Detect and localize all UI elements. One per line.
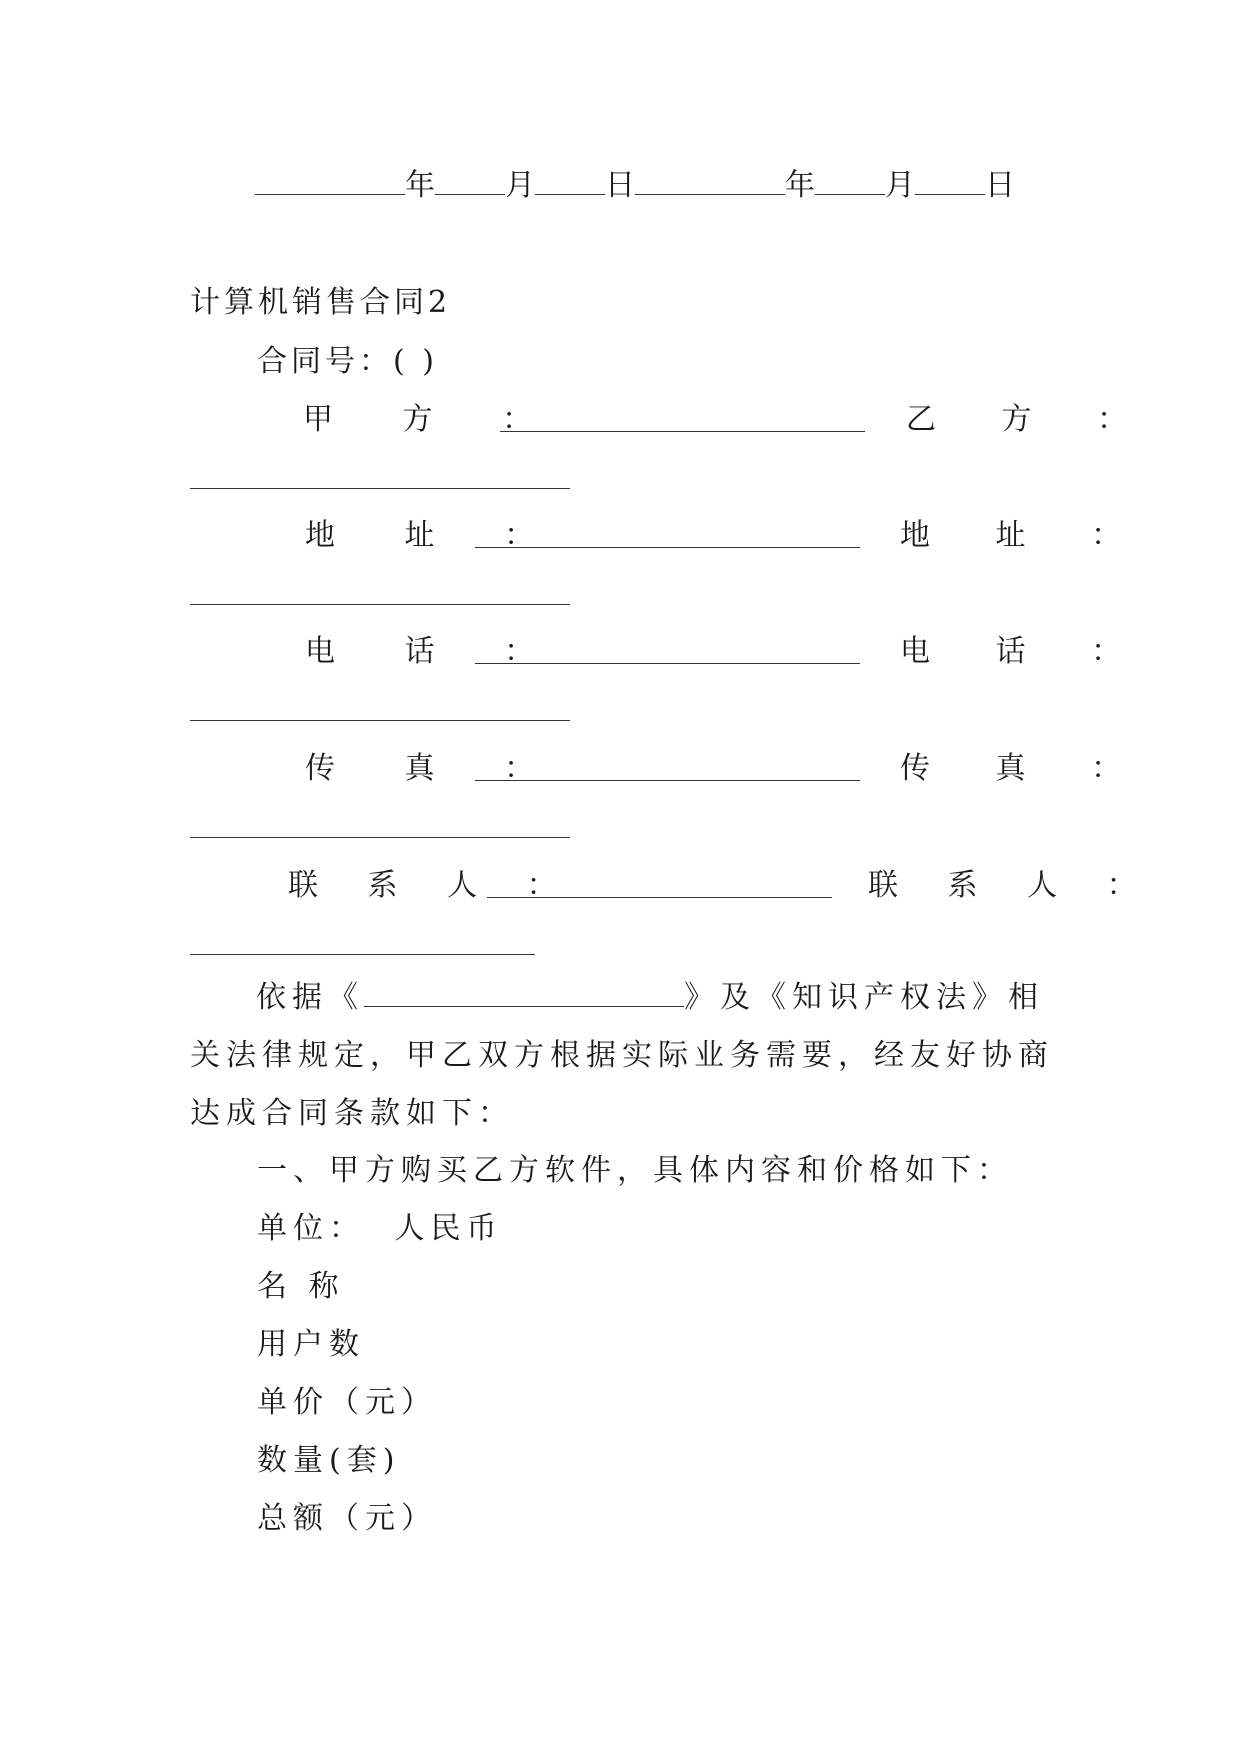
contact-b-label: 联 系 人 ：	[868, 868, 1157, 903]
item-total: 总额（元）	[257, 1501, 437, 1536]
year-label-2: 年	[785, 168, 815, 203]
unit-row	[257, 1209, 503, 1249]
phone-b-label: 电 话 ：	[900, 634, 1150, 669]
month-label-1: 月	[505, 168, 535, 203]
party-b-label: 乙 方 ：	[906, 402, 1156, 437]
address-a-label: 地 址 ：	[305, 518, 565, 553]
month-label-2: 月	[885, 168, 915, 203]
item-quantity: 数量(套)	[257, 1443, 401, 1478]
unit-value: 人民币	[394, 1211, 503, 1246]
basis-suffix: 》及《知识产权法》相关法律规定，甲乙双方根据实际业务需要，经友好协商达成合同条款如下：	[190, 980, 1054, 1131]
contract-number: 合同号：( )	[257, 344, 438, 379]
fax-a-label: 传 真 ：	[305, 751, 565, 786]
phone-a-input[interactable]	[475, 663, 860, 664]
year-label-1: 年	[405, 168, 435, 203]
year-blank-1[interactable]	[255, 168, 405, 195]
address-b-label: 地 址 ：	[900, 518, 1150, 553]
month-blank-1[interactable]	[435, 168, 505, 195]
item-name: 名 称	[257, 1269, 345, 1304]
unit-label: 单位：	[257, 1211, 365, 1246]
day-blank-1[interactable]	[535, 168, 605, 195]
party-a-input[interactable]	[500, 431, 865, 432]
party-b-input[interactable]	[190, 488, 570, 489]
basis-prefix: 依据《	[256, 980, 364, 1015]
day-label-2: 日	[985, 168, 1015, 203]
basis-paragraph	[190, 969, 1060, 1143]
fax-a-input[interactable]	[475, 780, 860, 781]
fax-b-label: 传 真 ：	[900, 751, 1150, 786]
day-label-1: 日	[605, 168, 635, 203]
contact-a-input[interactable]	[487, 897, 832, 898]
phone-b-input[interactable]	[190, 720, 570, 721]
day-blank-2[interactable]	[915, 168, 985, 195]
fax-b-input[interactable]	[190, 837, 570, 838]
law-name-blank[interactable]	[364, 980, 684, 1007]
party-a-label: 甲 方 ：	[303, 402, 563, 437]
address-b-input[interactable]	[190, 604, 570, 605]
contact-a-label: 联 系 人 ：	[288, 868, 577, 903]
address-a-input[interactable]	[475, 547, 860, 548]
contact-b-input[interactable]	[190, 954, 535, 955]
clause-1: 一、甲方购买乙方软件，具体内容和价格如下：	[257, 1153, 1013, 1188]
item-users: 用户数	[257, 1327, 365, 1362]
year-blank-2[interactable]	[635, 168, 785, 195]
date-row	[255, 166, 1015, 206]
item-unit-price: 单价（元）	[257, 1385, 437, 1420]
phone-a-label: 电 话 ：	[305, 634, 565, 669]
document-title: 计算机销售合同2	[190, 285, 452, 320]
month-blank-2[interactable]	[815, 168, 885, 195]
